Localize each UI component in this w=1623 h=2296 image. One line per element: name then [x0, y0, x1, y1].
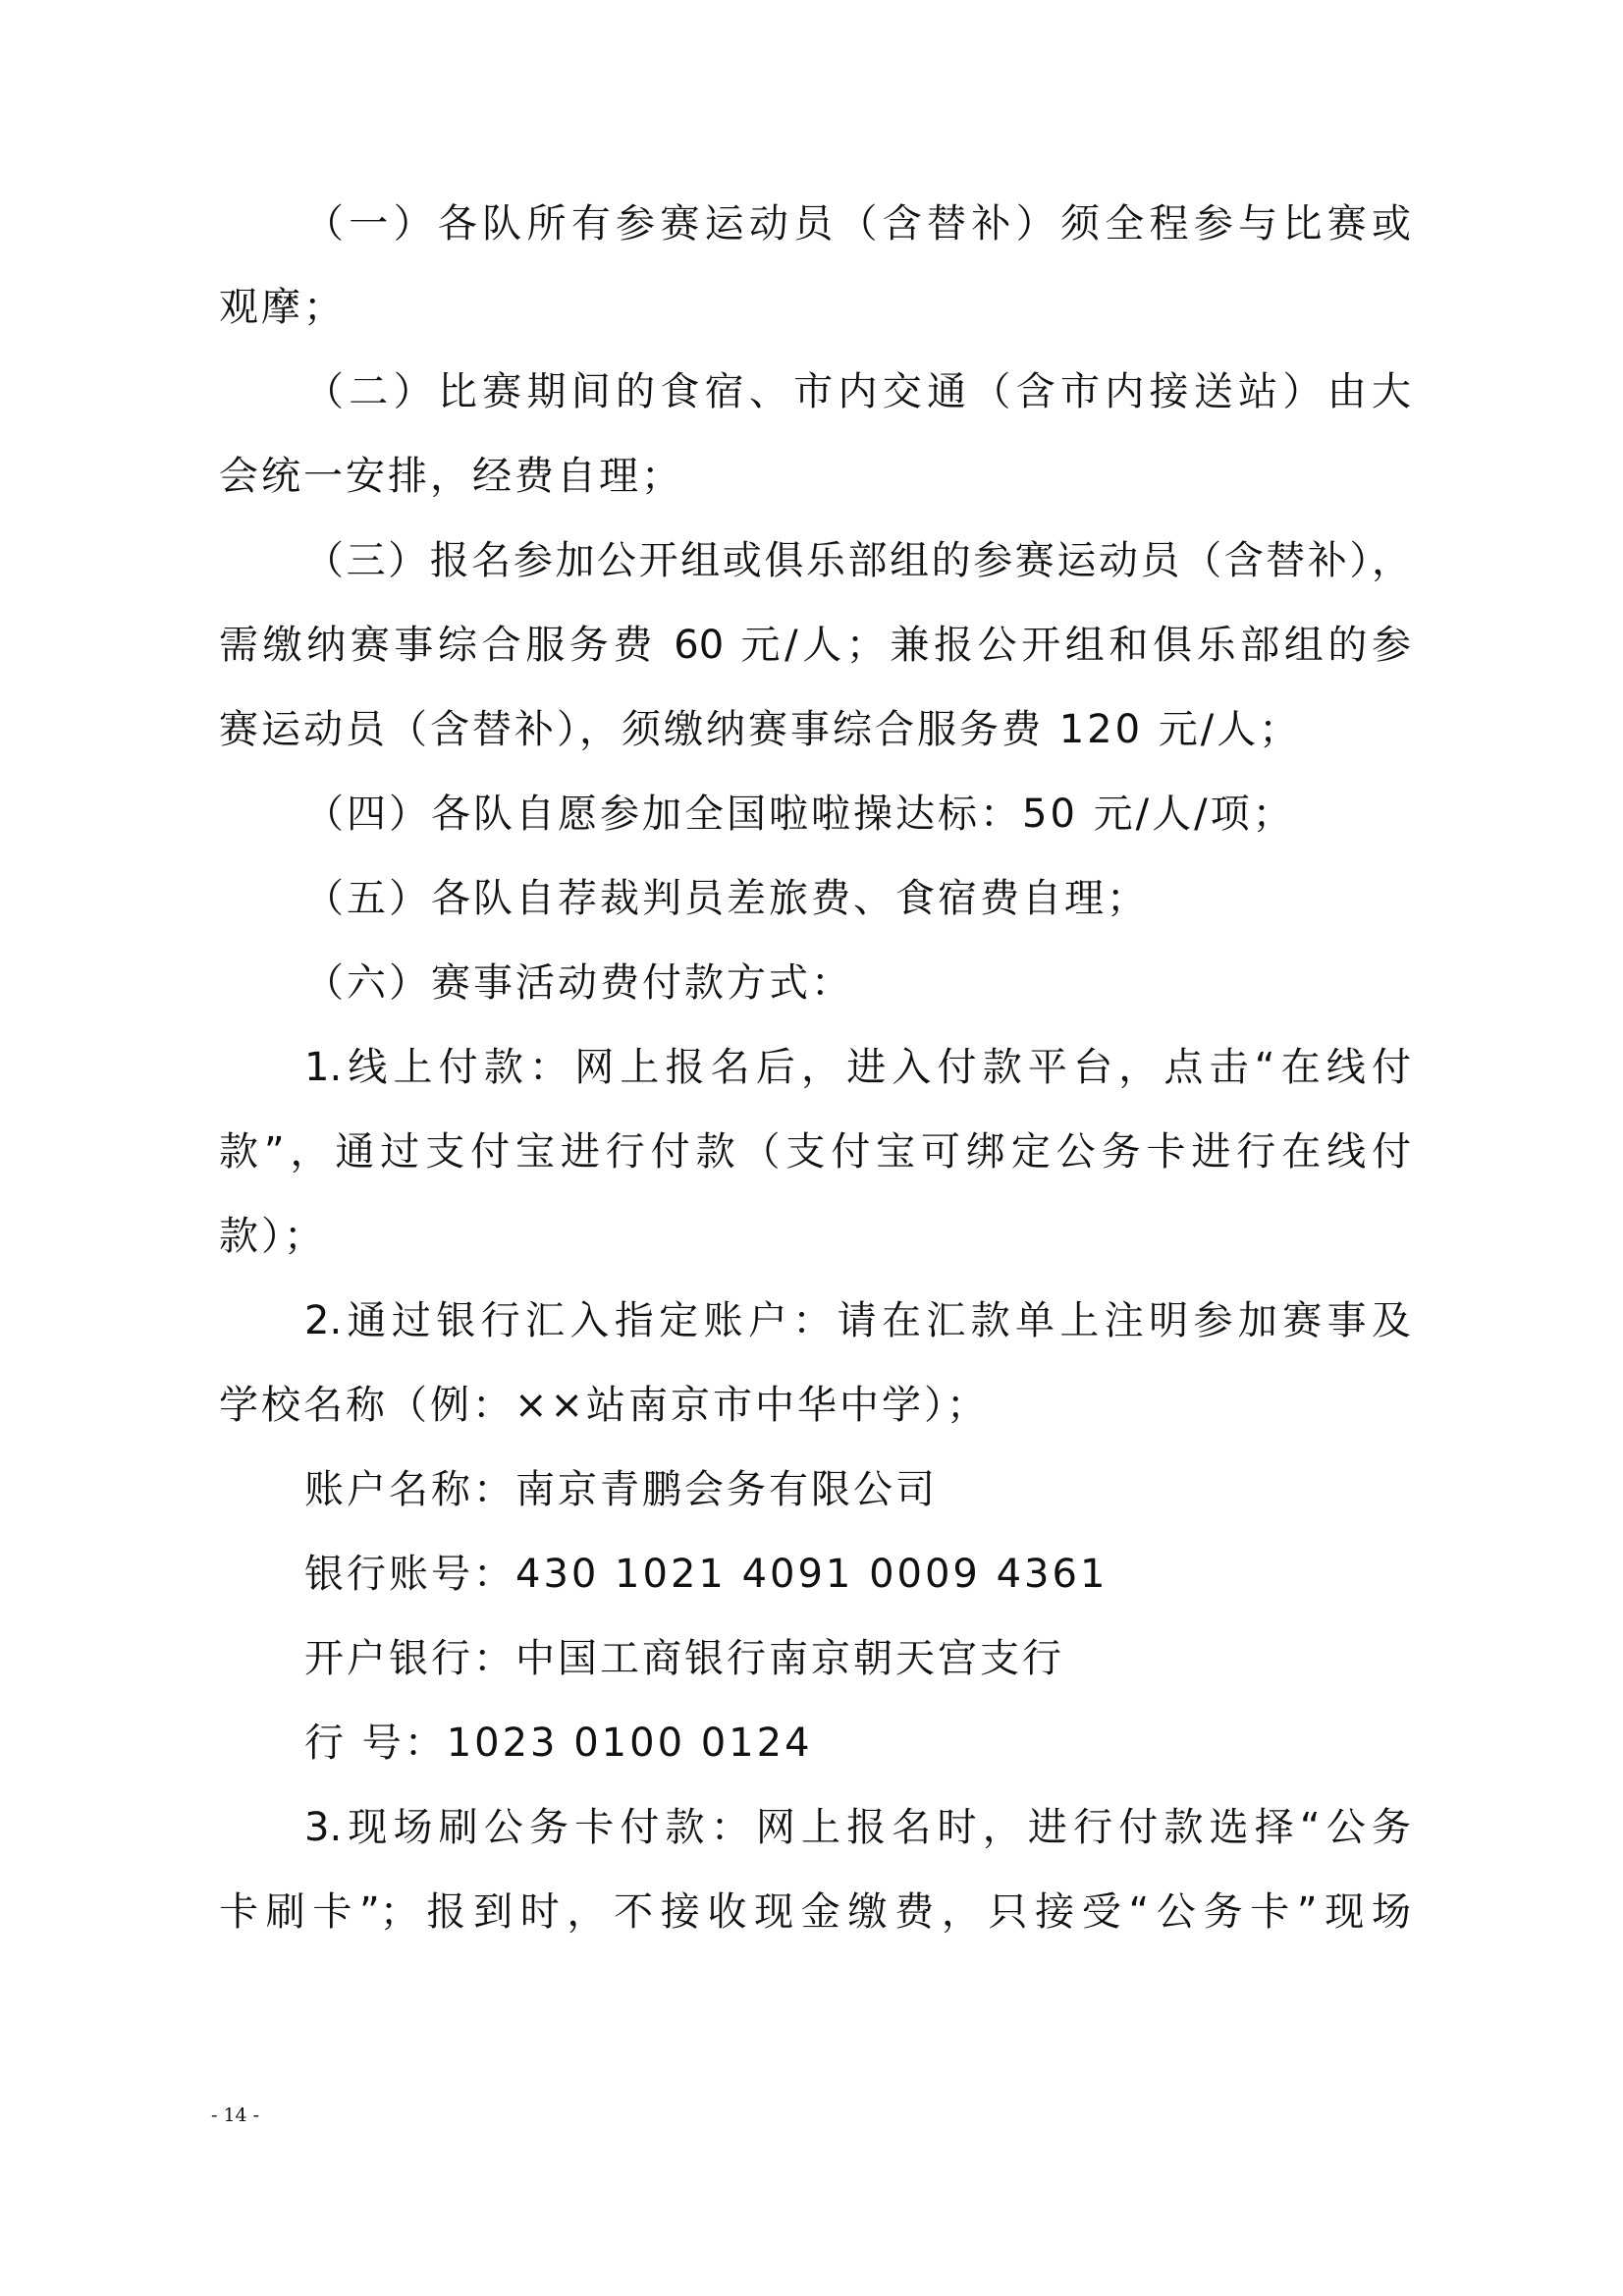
bank-name-line: 开户银行：中国工商银行南京朝天宫支行	[304, 1636, 1064, 1681]
page-number: - 14 -	[211, 2105, 260, 2126]
bank-code-line: 行 号：1023 0100 0124	[304, 1721, 813, 1766]
paragraph-line: 2.通过银行汇入指定账户：请在汇款单上注明参加赛事及	[304, 1298, 1411, 1343]
paragraph-line: 3.现场刷公务卡付款：网上报名时，进行付款选择“公务	[304, 1805, 1411, 1850]
paragraph-line: 观摩；	[219, 285, 346, 330]
paragraph-line: 卡刷卡”；报到时，不接收现金缴费，只接受“公务卡”现场	[219, 1889, 1411, 1935]
paragraph-line: （二）比赛期间的食宿、市内交通（含市内接送站）由大	[304, 369, 1411, 414]
paragraph-line: （四）各队自愿参加全国啦啦操达标：50 元/人/项；	[304, 792, 1295, 837]
paragraph-line: 款”，通过支付宝进行付款（支付宝可绑定公务卡进行在线付	[219, 1129, 1411, 1175]
paragraph-line: （三）报名参加公开组或俱乐部组的参赛运动员（含替补），	[304, 538, 1411, 583]
paragraph-line: 需缴纳赛事综合服务费 60 元/人；兼报公开组和俱乐部组的参	[219, 623, 1411, 668]
paragraph-line: （五）各队自荐裁判员差旅费、食宿费自理；	[304, 876, 1149, 921]
paragraph-line: 1.线上付款：网上报名后，进入付款平台，点击“在线付	[304, 1045, 1411, 1090]
paragraph-line: 款）；	[219, 1214, 326, 1259]
paragraph-line: 赛运动员（含替补），须缴纳赛事综合服务费 120 元/人；	[219, 707, 1302, 752]
account-name-line: 账户名称：南京青鹏会务有限公司	[304, 1467, 938, 1512]
paragraph-line: （六）赛事活动费付款方式：	[304, 960, 853, 1006]
paragraph-line: 学校名称（例：××站南京市中华中学）；	[219, 1383, 990, 1428]
paragraph-line: （一）各队所有参赛运动员（含替补）须全程参与比赛或	[304, 201, 1411, 246]
paragraph-line: 会统一安排，经费自理；	[219, 454, 683, 499]
bank-account-line: 银行账号：430 1021 4091 0009 4361	[304, 1552, 1109, 1597]
